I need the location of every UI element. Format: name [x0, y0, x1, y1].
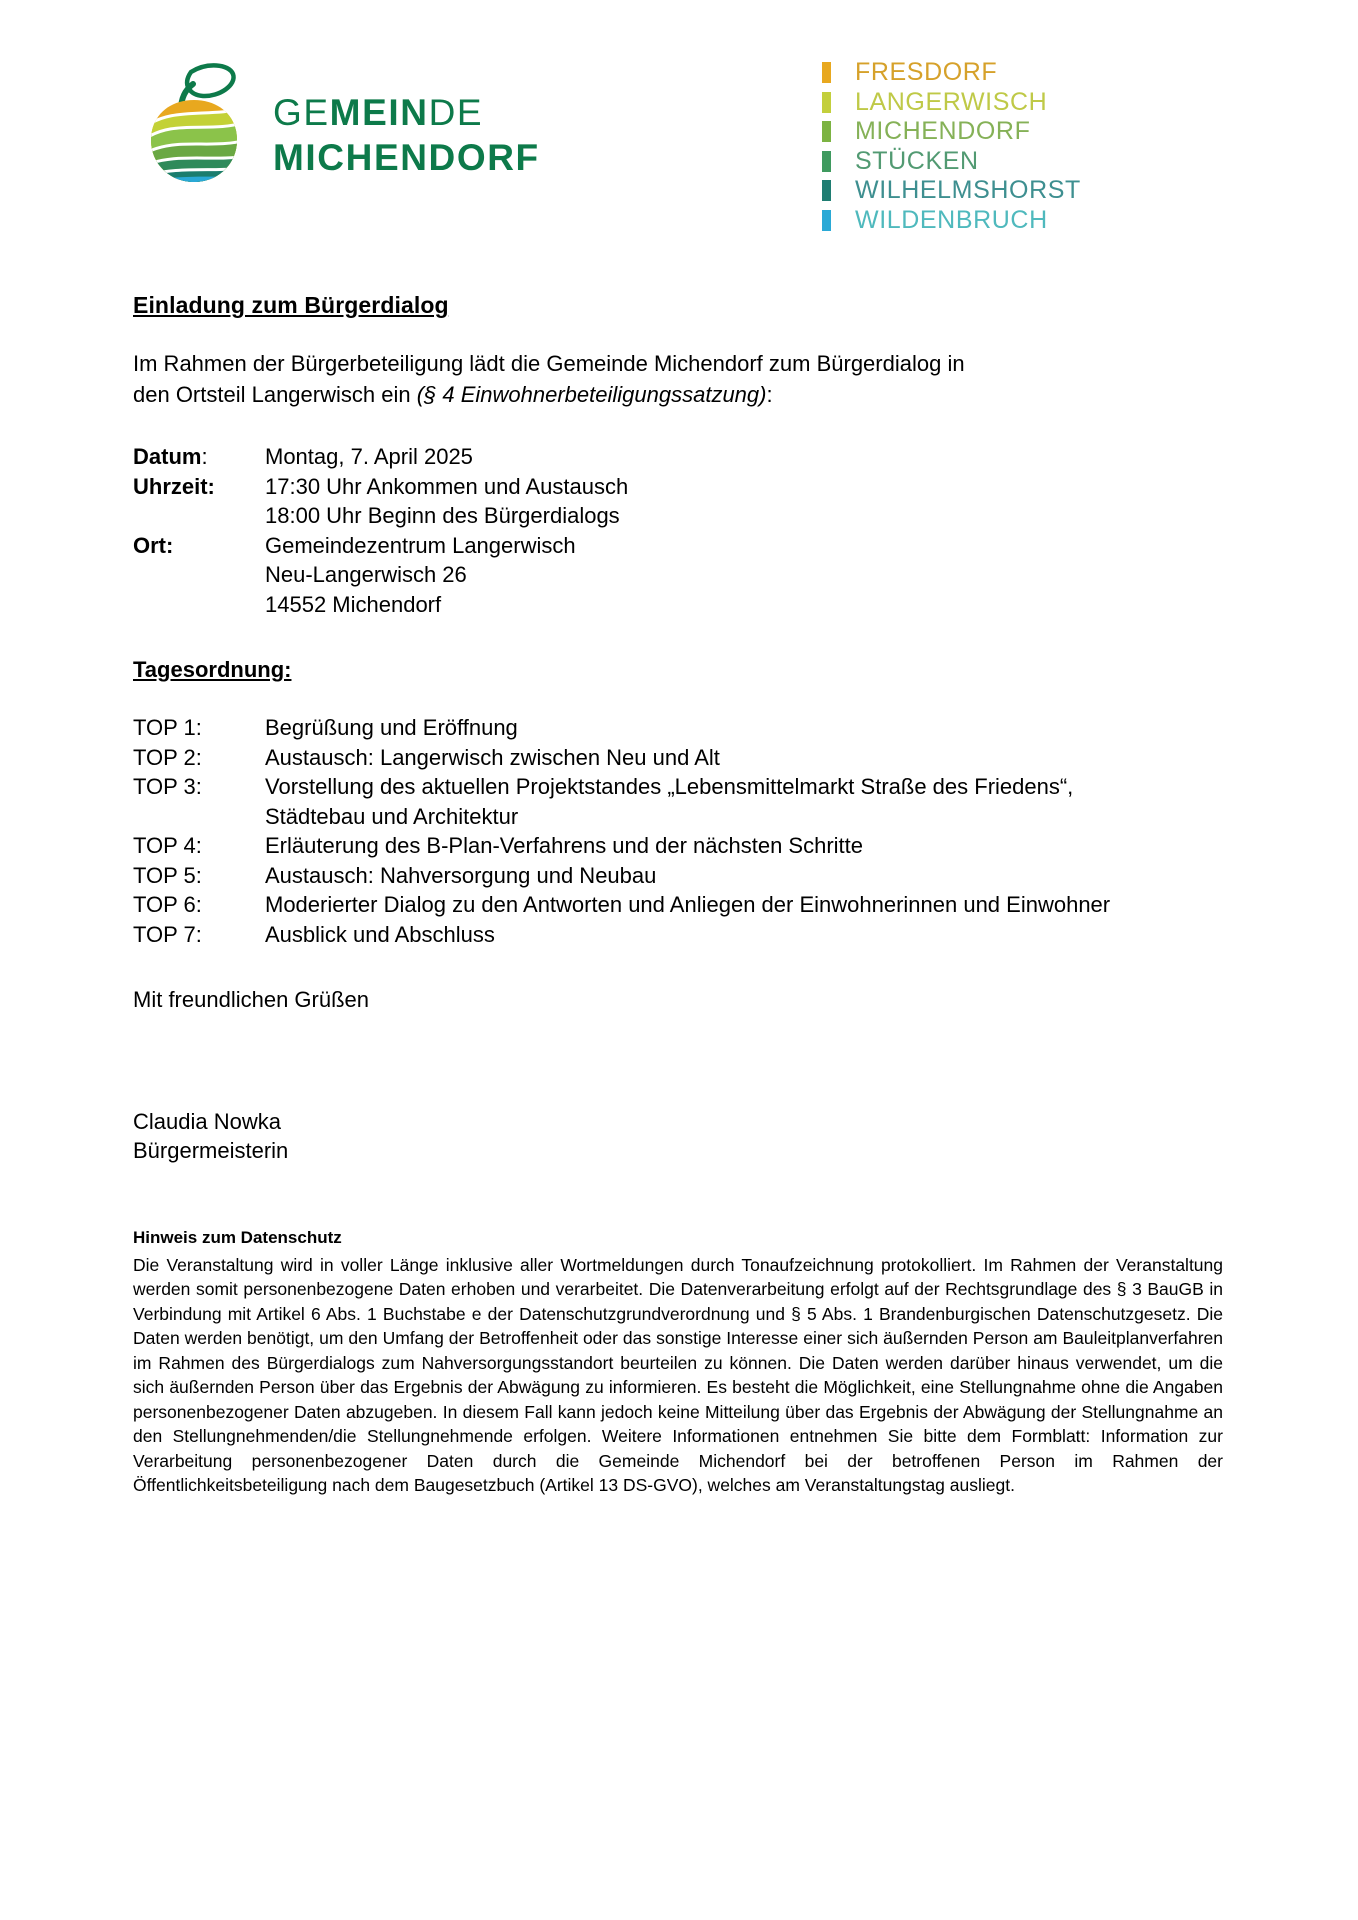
logo-line-gemeinde — [273, 90, 540, 135]
detail-label-uhrzeit: Uhrzeit: — [133, 473, 215, 499]
ortsteil-row — [822, 176, 1081, 206]
color-bar-icon — [822, 62, 831, 83]
detail-row-ort-cont-1 — [133, 560, 1225, 590]
detail-label-spacer — [133, 590, 265, 620]
ortsteil-row — [822, 58, 1081, 88]
logo-ge: GE — [273, 91, 330, 133]
agenda-item-key: TOP 6: — [133, 892, 202, 917]
agenda-item-key: TOP 7: — [133, 921, 202, 947]
agenda-item-key: TOP 2: — [133, 744, 202, 770]
page-title: Einladung zum Bürgerdialog — [133, 292, 449, 318]
detail-label-text: Datum — [133, 444, 202, 469]
ortsteil-label: MICHENDORF — [855, 117, 1031, 146]
ortsteil-row — [822, 88, 1081, 118]
detail-value-ort-1: Gemeindezentrum Langerwisch — [265, 532, 576, 558]
agenda-item-key: TOP 5: — [133, 862, 202, 888]
detail-value-ort-3: 14552 Michendorf — [265, 591, 442, 617]
detail-label-datum — [133, 442, 265, 472]
detail-row-uhrzeit — [133, 472, 1225, 502]
agenda-item-key: TOP 1: — [133, 715, 202, 740]
agenda-item-text: Ausblick und Abschluss — [265, 921, 495, 947]
agenda-item-text: Begrüßung und Eröffnung — [265, 715, 518, 740]
privacy-notice — [133, 1228, 1225, 1498]
agenda-item-key: TOP 3: — [133, 774, 202, 799]
agenda-item-text: Austausch: Langerwisch zwischen Neu und Alt — [265, 744, 720, 770]
detail-label-ort: Ort: — [133, 532, 174, 558]
agenda-item — [133, 890, 1225, 920]
detail-row-uhrzeit-cont — [133, 501, 1225, 531]
signature-block — [133, 1107, 1225, 1166]
color-bar-icon — [822, 180, 831, 201]
ortsteil-label: FRESDORF — [855, 58, 998, 87]
apple-landscape-logo-icon — [133, 58, 255, 186]
color-bar-icon — [822, 151, 831, 172]
ortsteil-label: LANGERWISCH — [855, 87, 1048, 116]
closing-greeting: Mit freundlichen Grüßen — [133, 987, 369, 1012]
intro-paragraph — [133, 348, 993, 410]
detail-label-spacer — [133, 560, 265, 590]
ortsteil-row — [822, 117, 1081, 147]
intro-text-part2: : — [766, 382, 773, 407]
event-details — [133, 442, 1225, 619]
detail-label-spacer — [133, 501, 265, 531]
municipality-logo — [133, 58, 540, 186]
color-bar-icon — [822, 210, 831, 231]
detail-row-datum — [133, 442, 1225, 472]
agenda-item — [133, 713, 1225, 743]
detail-row-ort-cont-2 — [133, 590, 1225, 620]
ortsteil-label: WILDENBRUCH — [855, 205, 1048, 234]
agenda-item-text: Austausch: Nahversorgung und Neubau — [265, 862, 657, 888]
signature-name: Claudia Nowka — [133, 1108, 281, 1134]
logo-wordmark — [273, 64, 540, 180]
detail-value-ort-2: Neu-Langerwisch 26 — [265, 562, 467, 587]
detail-label-colon: : — [201, 444, 208, 469]
color-bar-icon — [822, 121, 831, 142]
ortsteil-row — [822, 147, 1081, 177]
ortsteil-label: STÜCKEN — [855, 146, 979, 175]
detail-value-datum: Montag, 7. April 2025 — [265, 444, 473, 469]
detail-value-uhrzeit-2: 18:00 Uhr Beginn des Bürgerdialogs — [265, 503, 620, 528]
ortsteile-list — [822, 58, 1081, 235]
detail-row-ort — [133, 531, 1225, 561]
agenda-item — [133, 861, 1225, 891]
privacy-notice-title: Hinweis zum Datenschutz — [133, 1227, 342, 1247]
logo-de: DE — [428, 91, 484, 133]
agenda-list — [133, 713, 1225, 949]
logo-line-michendorf: MICHENDORF — [273, 137, 540, 178]
agenda-item — [133, 831, 1225, 861]
document-body — [133, 292, 1225, 1498]
agenda-item-key: TOP 4: — [133, 833, 202, 858]
logo-mein: MEIN — [329, 91, 429, 133]
ortsteil-label: WILHELMSHORST — [855, 176, 1081, 205]
ortsteil-row — [822, 206, 1081, 236]
privacy-notice-text: Die Veranstaltung wird in voller Länge inklusive aller Wortmeldungen durch Tonaufzeichnung protokolliert. Im Rahmen der Veranstaltung werden somit personenbezogene Daten erhoben und verarbeitet. Die Datenverarbeitung erfolgt auf der Rechtsgrundlage des § 3 BauGB in Verbindung mit Artikel 6 Abs. 1 Buchstabe e der Datenschutzgrundverordnung und § 5 Abs. 1 Brandenburgischen Datenschutzgesetz. Die Daten werden benötigt, um den Umfang der Betroffenheit oder das sonstige Interesse einer sich äußernden Person am Bauleitplanverfahren im Rahmen des Bürgerdialogs zum Nahversorgungsstandort beurteilen zu können. Die Daten werden darüber hinaus verwendet, um die sich äußernden Person über das Ergebnis der Abwägung zu informieren. Es besteht die Möglichkeit, eine Stellungnahme ohne die Angaben personenbezogener Daten abzugeben. In diesem Fall kann jedoch keine Mitteilung über das Ergebnis der Abwägung der Stellungnahme an den Stellungnehmenden/die Stellungnehmende erfolgen. Weitere Informationen entnehmen Sie bitte dem Formblatt: Information zur Verarbeitung personenbezogener Daten durch die Gemeinde Michendorf bei der betroffenen Person im Rahmen der Öffentlichkeitsbeteiligung nach dem Baugesetzbuch (Artikel 13 DS-GVO), welches am Veranstaltungstag ausliegt. — [133, 1254, 1223, 1495]
color-bar-icon — [822, 92, 831, 113]
agenda-item-text: Vorstellung des aktuellen Projektstandes „Lebensmittelmarkt Straße des Friedens“, Städtebau und Architektur — [265, 774, 1074, 829]
signature-role: Bürgermeisterin — [133, 1138, 289, 1163]
document-header — [0, 0, 1358, 250]
detail-value-uhrzeit-1: 17:30 Uhr Ankommen und Austausch — [265, 473, 629, 499]
agenda-item-text: Moderierter Dialog zu den Antworten und Anliegen der Einwohnerinnen und Einwohner — [265, 892, 1111, 917]
agenda-item-text: Erläuterung des B-Plan-Verfahrens und der nächsten Schritte — [265, 833, 864, 858]
intro-text-part1: Im Rahmen der Bürgerbeteiligung lädt die Gemeinde Michendorf zum Bürgerdialog in den Ortsteil Langerwisch ein — [133, 351, 965, 407]
agenda-item — [133, 920, 1225, 950]
agenda-heading: Tagesordnung: — [133, 657, 292, 682]
agenda-item — [133, 772, 1225, 831]
agenda-item — [133, 743, 1225, 773]
intro-legal-reference: (§ 4 Einwohnerbeteiligungssatzung) — [416, 382, 767, 407]
